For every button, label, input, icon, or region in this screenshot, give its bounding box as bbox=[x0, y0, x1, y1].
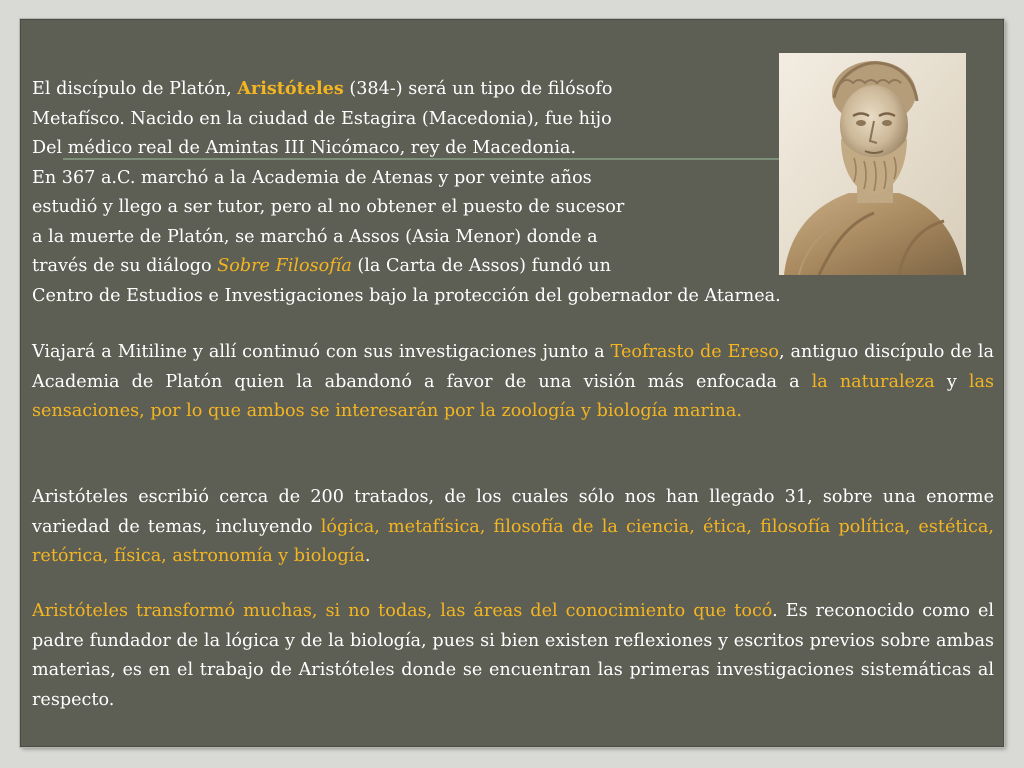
paragraph-intro-line-5: estudió y llego a ser tutor, pero al no obtener el puesto de sucesor bbox=[32, 197, 625, 217]
sensaciones-highlight: las sensaciones, por lo que ambos se interesarán por la zoología y biología marina. bbox=[32, 371, 994, 421]
naturaleza-highlight: la naturaleza bbox=[811, 371, 935, 392]
intro-text: (la Carta de Assos) fundó un bbox=[351, 256, 611, 276]
paragraph-teofrasto bbox=[32, 338, 994, 427]
intro-text: través de su diálogo bbox=[32, 256, 218, 276]
paragraph-intro-line-2: Metafísco. Nacido en la ciudad de Estagira (Macedonia), fue hijo bbox=[32, 108, 612, 129]
topics-highlight: lógica, metafísica, filosofía de la ciencia, ética, filosofía política, estética, retórica, física, astronomía y biología bbox=[32, 516, 994, 566]
paragraph-text: . bbox=[364, 546, 371, 566]
paragraph-intro-line-4: En 367 a.C. marchó a la Academia de Atenas y por veinte años bbox=[32, 167, 592, 188]
transformo-highlight: Aristóteles transformó muchas, si no todas, las áreas del conocimiento que tocó bbox=[32, 601, 773, 621]
paragraph-text: Aristóteles escribió cerca de 200 tratados, de los cuales sólo nos han llegado 31, sobre una enorme variedad de temas, incluyendo bbox=[32, 487, 994, 537]
aristoteles-highlight: Aristóteles bbox=[237, 78, 344, 99]
paragraph-text: y bbox=[934, 371, 969, 392]
paragraph-text: . Es reconocido como el padre fundador de la lógica y de la biología, pues si bien existen reflexiones y escritos previos sobre ambas materias, es en el trabajo de Aristóteles donde se encuentran las primeras investigaciones sistemáticas al respecto. bbox=[32, 601, 994, 710]
work-title-highlight: Sobre Filosofía bbox=[217, 256, 352, 276]
teofrasto-highlight: Teofrasto de Ereso bbox=[610, 342, 779, 362]
paragraph-intro bbox=[32, 74, 781, 311]
paragraph-tratados bbox=[32, 483, 994, 572]
paragraph-text: , antiguo discípulo de la Academia de Platón quien la abandonó a favor de una visión más enfocada a bbox=[32, 342, 995, 392]
paragraph-intro-line-3: Del médico real de Amintas III Nicómaco, rey de Macedonia. bbox=[32, 138, 577, 158]
paragraph-intro-line-1 bbox=[32, 74, 781, 105]
paragraph-intro-line-6: a la muerte de Platón, se marchó a Assos (Asia Menor) donde a bbox=[32, 226, 598, 247]
paragraph-intro-line-7 bbox=[32, 252, 781, 282]
aristotle-bust-image bbox=[779, 53, 966, 275]
paragraph-intro-line-8: Centro de Estudios e Investigaciones bajo la protección del gobernador de Atarnea. bbox=[32, 285, 781, 306]
paragraph-text: Viajará a Mitiline y allí continuó con sus investigaciones junto a bbox=[32, 342, 611, 362]
intro-text: El discípulo de Platón, bbox=[32, 79, 238, 99]
paragraph-legado bbox=[32, 597, 994, 715]
intro-text: (384-) será un tipo de filósofo bbox=[343, 79, 613, 99]
